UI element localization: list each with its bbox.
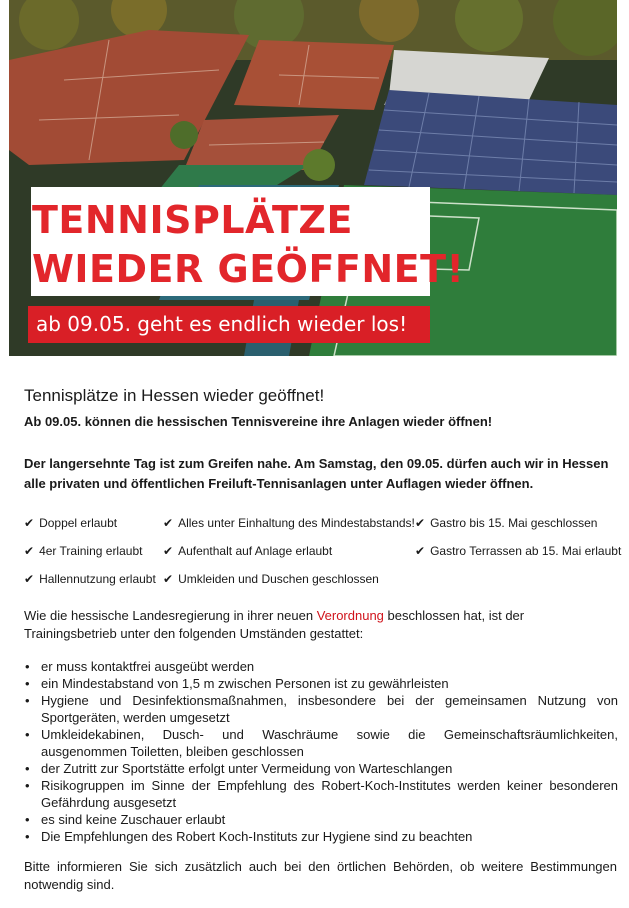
article-heading: Tennisplätze in Hessen wieder geöffnet!: [24, 386, 325, 405]
article-intro: Der langersehnte Tag ist zum Greifen nahe. Am Samstag, den 09.05. dürfen auch wir in Hessen alle privaten und öffentlichen Freiluft-Tennisanlagen unter Auflagen wieder öffnen.: [24, 456, 609, 491]
check-item: ✔ Gastro bis 15. Mai geschlossen: [415, 516, 598, 530]
checkmark-icon: ✔: [163, 544, 174, 558]
hero-title-line-2: WIEDER GEÖFFNET!: [32, 247, 465, 291]
checkmark-icon: ✔: [24, 572, 35, 586]
list-item: • er muss kontaktfrei ausgeübt werden: [24, 658, 618, 675]
check-item: ✔ 4er Training erlaubt: [24, 544, 143, 558]
list-item: • Hygiene und Desinfektionsmaßnahmen, insbesondere bei der gemeinsamen Nutzung von Sportgeräten, werden umgesetzt: [24, 692, 618, 726]
verordnung-link[interactable]: Verordnung: [316, 608, 384, 623]
hero-title: [32, 196, 465, 294]
check-item: ✔ Hallennutzung erlaubt: [24, 572, 156, 586]
hero-image: [9, 0, 617, 356]
checkmark-icon: ✔: [24, 544, 35, 558]
checkmark-icon: ✔: [415, 516, 426, 530]
check-item: ✔ Gastro Terrassen ab 15. Mai erlaubt: [415, 544, 622, 558]
hero-subtitle: ab 09.05. geht es endlich wieder los!: [28, 306, 430, 343]
checkmark-icon: ✔: [163, 516, 174, 530]
check-item: ✔ Alles unter Einhaltung des Mindestabstands!: [163, 516, 415, 530]
rules-list: [24, 658, 618, 845]
article-subheading: Ab 09.05. können die hessischen Tennisvereine ihre Anlagen wieder öffnen!: [24, 414, 493, 429]
list-item: • Risikogruppen im Sinne der Empfehlung des Robert-Koch-Institutes werden keiner besonderen Gefährdung ausgesetzt: [24, 777, 618, 811]
closing-paragraph: Bitte informieren Sie sich zusätzlich auch bei den örtlichen Behörden, ob weitere Bestimmungen notwendig sind.: [24, 859, 617, 892]
list-item: • ein Mindestabstand von 1,5 m zwischen Personen ist zu gewährleisten: [24, 675, 618, 692]
checkmark-icon: ✔: [415, 544, 426, 558]
list-item: • Die Empfehlungen des Robert Koch-Instituts zur Hygiene sind zu beachten: [24, 828, 618, 845]
aerial-photo: [9, 0, 617, 356]
regulation-paragraph: Wie die hessische Landesregierung in ihrer neuen Verordnung beschlossen hat, ist der Trainingsbetrieb unter den folgenden Umständen gestattet:: [24, 608, 525, 641]
list-item: • Umkleidekabinen, Dusch- und Waschräume sowie die Gemeinschaftsräumlichkeiten, ausgenommen Toiletten, bleiben geschlossen: [24, 726, 618, 760]
list-item: • es sind keine Zuschauer erlaubt: [24, 811, 618, 828]
check-item: ✔ Umkleiden und Duschen geschlossen: [163, 572, 379, 586]
checkmark-icon: ✔: [24, 516, 35, 530]
checkmark-icon: ✔: [163, 572, 174, 586]
hero-title-line-1: TENNISPLÄTZE: [32, 198, 353, 242]
list-item: • der Zutritt zur Sportstätte erfolgt unter Vermeidung von Warteschlangen: [24, 760, 618, 777]
check-item: ✔ Doppel erlaubt: [24, 516, 118, 530]
check-item: ✔ Aufenthalt auf Anlage erlaubt: [163, 544, 333, 558]
